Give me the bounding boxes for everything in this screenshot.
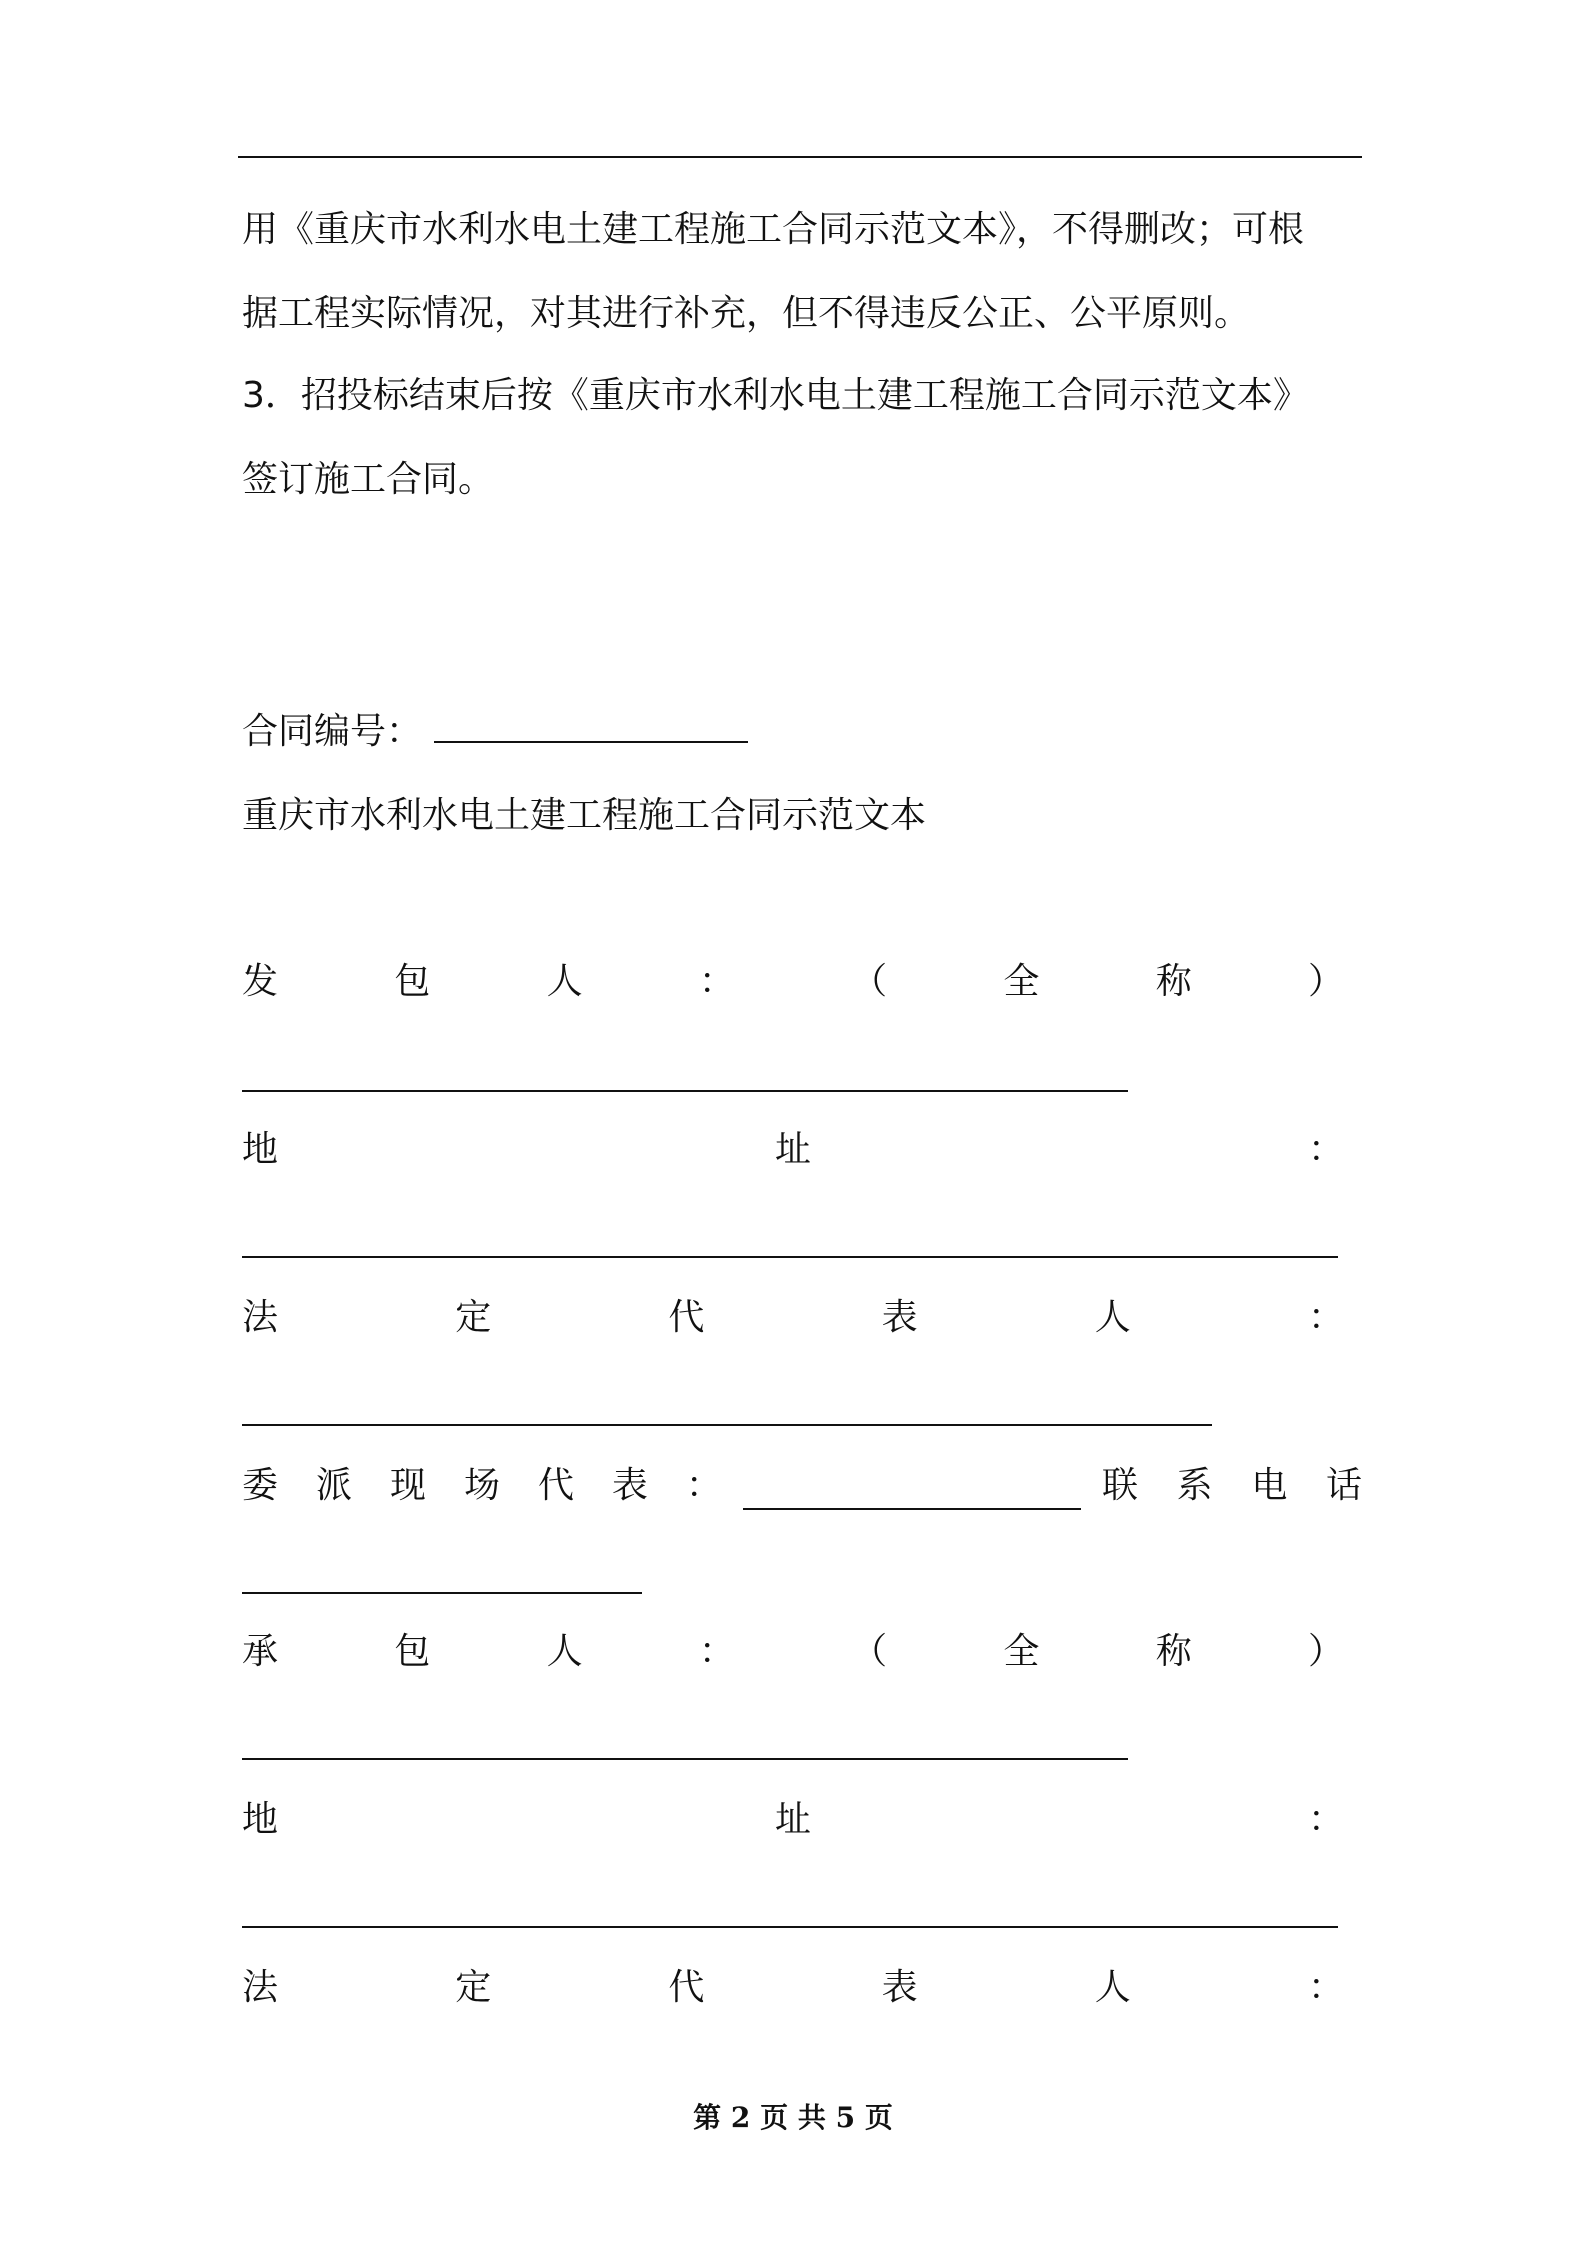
site-rep-label bbox=[242, 1462, 722, 1510]
phone-char: 联 bbox=[1102, 1465, 1139, 1506]
employer-site-rep-row bbox=[242, 1462, 1362, 1510]
employer-char: （ bbox=[851, 961, 888, 1002]
legal-rep-char: 代 bbox=[668, 1297, 705, 1338]
contractor-char: 称 bbox=[1155, 1631, 1192, 1672]
address-char: 址 bbox=[774, 1129, 811, 1170]
phone-label bbox=[1102, 1462, 1362, 1510]
site-rep-char: 委 bbox=[242, 1465, 279, 1506]
contractor-char: ） bbox=[1307, 1631, 1344, 1672]
site-rep-blank[interactable] bbox=[743, 1474, 1081, 1510]
body-line-1: 用《重庆市水利水电土建工程施工合同示范文本》，不得删改；可根 bbox=[242, 209, 1305, 250]
body-line-2: 据工程实际情况，对其进行补充，但不得违反公正、公平原则。 bbox=[242, 293, 1251, 334]
employer-address-row bbox=[242, 1126, 1344, 1174]
employer-char: 人 bbox=[546, 961, 583, 1002]
employer-char: ） bbox=[1307, 961, 1344, 1002]
employer-label-row bbox=[242, 958, 1344, 1006]
legal-rep-char: 法 bbox=[242, 1297, 279, 1338]
legal-rep-char: 代 bbox=[668, 1967, 705, 2008]
phone-blank[interactable] bbox=[242, 1592, 642, 1594]
phone-char: 系 bbox=[1176, 1465, 1213, 1506]
address-char: 址 bbox=[774, 1799, 811, 1840]
contractor-char: （ bbox=[851, 1631, 888, 1672]
legal-rep-char: 定 bbox=[455, 1297, 492, 1338]
site-rep-char: 派 bbox=[315, 1465, 352, 1506]
contractor-char: 全 bbox=[1003, 1631, 1040, 1672]
contractor-char: 承 bbox=[242, 1631, 279, 1672]
contract-number-blank[interactable] bbox=[434, 709, 748, 743]
employer-char: 称 bbox=[1155, 961, 1192, 1002]
site-rep-char: 场 bbox=[463, 1465, 500, 1506]
legal-rep-char: 法 bbox=[242, 1967, 279, 2008]
employer-address-blank[interactable] bbox=[242, 1256, 1338, 1258]
address-char: ： bbox=[1307, 1799, 1344, 1840]
contractor-label-row bbox=[242, 1628, 1344, 1676]
legal-rep-char: 表 bbox=[881, 1297, 918, 1338]
employer-char: ： bbox=[698, 961, 735, 1002]
legal-rep-char: 人 bbox=[1094, 1967, 1131, 2008]
site-rep-char: 代 bbox=[537, 1465, 574, 1506]
legal-rep-char: ： bbox=[1307, 1297, 1344, 1338]
phone-char: 话 bbox=[1325, 1465, 1362, 1506]
address-char: ： bbox=[1307, 1129, 1344, 1170]
contractor-char: ： bbox=[698, 1631, 735, 1672]
site-rep-char: ： bbox=[685, 1465, 722, 1506]
contractor-char: 包 bbox=[394, 1631, 431, 1672]
contractor-name-blank[interactable] bbox=[242, 1758, 1128, 1760]
page-number: 第 2 页 共 5 页 bbox=[693, 2101, 893, 2134]
address-char: 地 bbox=[242, 1129, 279, 1170]
contract-number-row bbox=[242, 708, 748, 756]
body-line-4: 签订施工合同。 bbox=[242, 459, 495, 500]
legal-rep-char: 表 bbox=[881, 1967, 918, 2008]
address-char: 地 bbox=[242, 1799, 279, 1840]
site-rep-char: 表 bbox=[611, 1465, 648, 1506]
site-rep-char: 现 bbox=[389, 1465, 426, 1506]
employer-legal-rep-row bbox=[242, 1294, 1344, 1342]
legal-rep-char: ： bbox=[1307, 1967, 1344, 2008]
employer-char: 全 bbox=[1003, 961, 1040, 1002]
employer-char: 发 bbox=[242, 961, 279, 1002]
contractor-char: 人 bbox=[546, 1631, 583, 1672]
legal-rep-char: 人 bbox=[1094, 1297, 1131, 1338]
contract-number-label: 合同编号： bbox=[242, 711, 423, 752]
employer-legal-rep-blank[interactable] bbox=[242, 1424, 1212, 1426]
legal-rep-char: 定 bbox=[455, 1967, 492, 2008]
phone-char: 电 bbox=[1251, 1465, 1288, 1506]
header-rule bbox=[238, 156, 1362, 158]
contractor-address-blank[interactable] bbox=[242, 1926, 1338, 1928]
contract-title: 重庆市水利水电土建工程施工合同示范文本 bbox=[242, 795, 927, 836]
employer-name-blank[interactable] bbox=[242, 1090, 1128, 1092]
contractor-legal-rep-row bbox=[242, 1964, 1344, 2012]
contractor-address-row bbox=[242, 1796, 1344, 1844]
employer-char: 包 bbox=[394, 961, 431, 1002]
body-line-3: 3．招投标结束后按《重庆市水利水电土建工程施工合同示范文本》 bbox=[242, 375, 1309, 416]
